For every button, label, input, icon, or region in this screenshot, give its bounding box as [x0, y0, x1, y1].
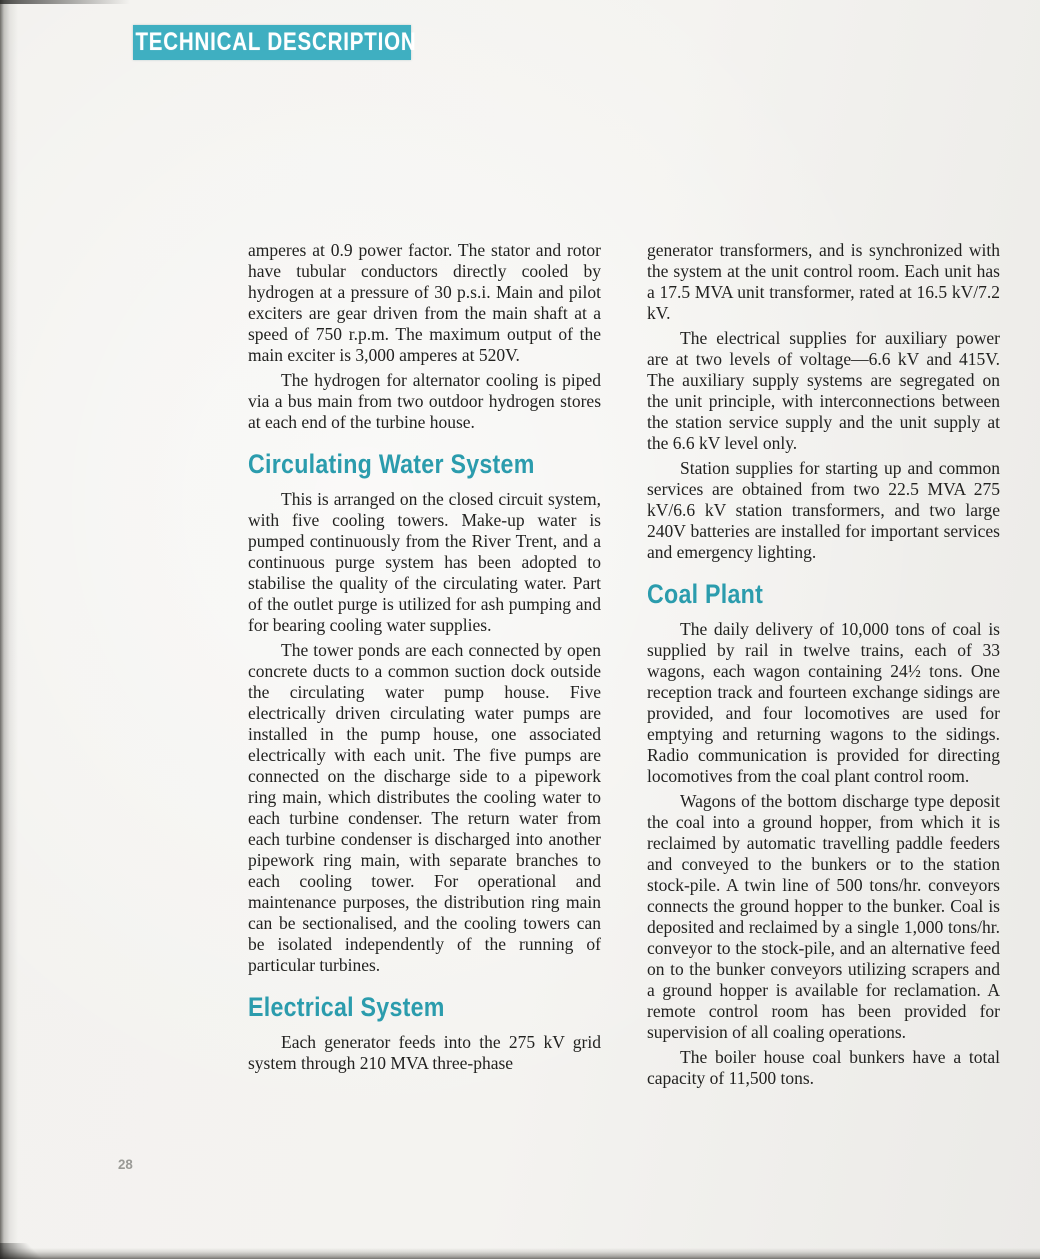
page-top-edge-shadow: [0, 0, 130, 4]
body-paragraph: Station supplies for starting up and common services are obtained from two 22.5 MVA 275 kV/6.6 kV station transformers, and two large 240V batteries are installed for important services and emergency lighting.: [647, 458, 1000, 562]
body-paragraph: generator transformers, and is synchronized with the system at the unit control room. Each unit has a 17.5 MVA unit transformer, rated at 16.5 kV/7.2 kV.: [647, 240, 1000, 323]
body-paragraph: The tower ponds are each connected by open concrete ducts to a common suction dock outside the circulating water pump house. Five electrically driven circulating water pumps are installed in the pump house, one associated electrically with each unit. The five pumps are connected on the discharge side to a pipework ring main, which distributes the cooling water to each turbine condenser. The return water from each turbine condenser is discharged into another pipework ring main, with separate branches to each cooling tower. For operational and maintenance purposes, the distribution ring main can be sectionalised, and the cooling towers can be isolated independently of the running of particular turbines.: [248, 640, 601, 975]
body-paragraph: The electrical supplies for auxiliary power are at two levels of voltage—6.6 kV and 415V. The auxiliary supply systems are segregated on the unit principle, with interconnections between the station service supply and the unit supply at the 6.6 kV level only.: [647, 328, 1000, 453]
section-heading: Electrical System: [248, 992, 445, 1022]
section-banner-label: TECHNICAL DESCRIPTION: [135, 28, 417, 56]
body-paragraph: The boiler house coal bunkers have a total capacity of 11,500 tons.: [647, 1047, 1000, 1088]
body-paragraph: Wagons of the bottom discharge type deposit the coal into a ground hopper, from which it is reclaimed by automatic travelling paddle feeders and conveyed to the bunkers or to the station stock-pile. A twin line of 500 tons/hr. conveyors connects the ground hopper to the bunker. Coal is deposited and reclaimed by a single 1,000 tons/hr. conveyor to the stock-pile, and an alternative feed on to the bunker conveyors utilizing scrapers and a ground hopper is available for reclamation. A remote control room has been provided for supervision of all coaling operations.: [647, 791, 1000, 1042]
left-column: [248, 240, 601, 1089]
section-heading: Circulating Water System: [248, 449, 535, 479]
page-number: 28: [118, 1156, 133, 1172]
page-left-edge-shadow: [0, 0, 18, 1259]
page-bottom-edge-shadow: [0, 1248, 1040, 1259]
body-paragraph: This is arranged on the closed circuit system, with five cooling towers. Make-up water is pumped continuously from the River Trent, and a continuous purge system has been adopted to stabilise the quality of the circulating water. Part of the outlet purge is utilized for ash pumping and for bearing cooling water supplies.: [248, 489, 601, 635]
body-paragraph: The hydrogen for alternator cooling is piped via a bus main from two outdoor hydrogen stores at each end of the turbine house.: [248, 370, 601, 432]
section-banner: [133, 25, 417, 60]
body-paragraph: The daily delivery of 10,000 tons of coal is supplied by rail in twelve trains, each of 33 wagons, each wagon containing 24½ tons. One reception track and fourteen exchange sidings are provided, and four locomotives are used for emptying and returning wagons to the sidings. Radio communication is provided for directing locomotives from the coal plant control room.: [647, 619, 1000, 786]
section-heading: Coal Plant: [647, 579, 764, 609]
body-paragraph: amperes at 0.9 power factor. The stator and rotor have tubular conductors directly cooled by hydrogen at a pressure of 30 p.s.i. Main and pilot exciters are gear driven from the main shaft at a speed of 750 r.p.m. The maximum output of the main exciter is 3,000 amperes at 520V.: [248, 240, 601, 365]
body-paragraph: Each generator feeds into the 275 kV grid system through 210 MVA three-phase: [248, 1032, 601, 1073]
right-column: [647, 240, 1000, 1089]
two-column-text: [248, 240, 1001, 1089]
page-bottom-left-corner-shadow: [0, 1243, 46, 1259]
